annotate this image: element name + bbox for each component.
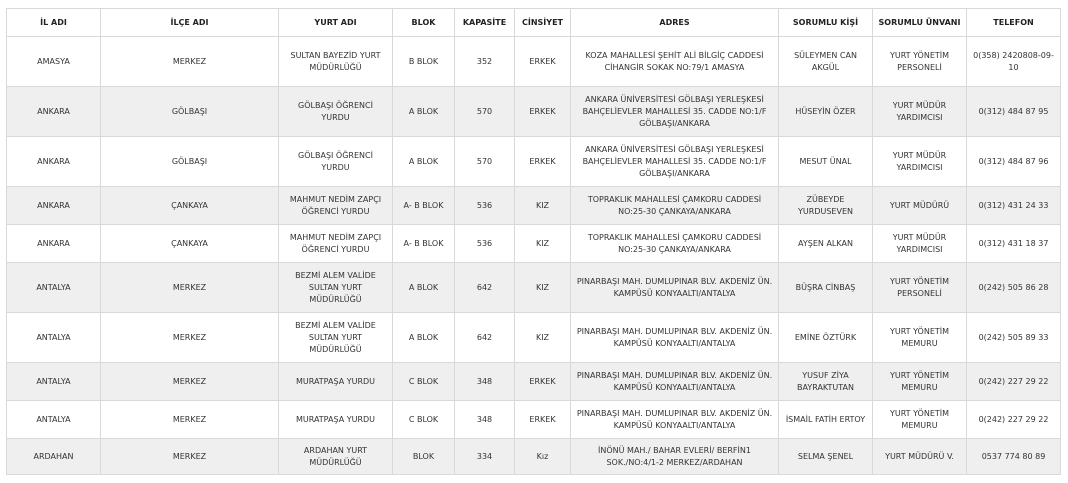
cell-blok: A BLOK	[393, 137, 455, 187]
cell-sorumlu-unvani: YURT YÖNETİM PERSONELİ	[873, 37, 967, 87]
cell-ilce-adi: MERKEZ	[101, 313, 279, 363]
dormitory-table-container	[6, 8, 1061, 475]
header-il-adi: İL ADI	[7, 9, 101, 37]
cell-blok: A BLOK	[393, 263, 455, 313]
cell-yurt-adi: ARDAHAN YURT MÜDÜRLÜĞÜ	[279, 439, 393, 475]
cell-il-adi: ARDAHAN	[7, 439, 101, 475]
table-row	[7, 439, 1061, 475]
cell-kapasite: 348	[455, 401, 515, 439]
header-blok: BLOK	[393, 9, 455, 37]
cell-ilce-adi: ÇANKAYA	[101, 225, 279, 263]
cell-blok: A- B BLOK	[393, 187, 455, 225]
cell-telefon: 0(312) 431 18 37	[967, 225, 1061, 263]
cell-ilce-adi: MERKEZ	[101, 401, 279, 439]
cell-telefon: 0(358) 2420808-09-10	[967, 37, 1061, 87]
cell-blok: C BLOK	[393, 363, 455, 401]
cell-cinsiyet: ERKEK	[515, 401, 571, 439]
cell-kapasite: 570	[455, 87, 515, 137]
table-row	[7, 225, 1061, 263]
cell-kapasite: 352	[455, 37, 515, 87]
cell-kapasite: 536	[455, 225, 515, 263]
header-yurt-adi: YURT ADI	[279, 9, 393, 37]
cell-kapasite: 642	[455, 263, 515, 313]
cell-cinsiyet: KIZ	[515, 187, 571, 225]
cell-telefon: 0(312) 484 87 95	[967, 87, 1061, 137]
cell-cinsiyet: KIZ	[515, 313, 571, 363]
cell-sorumlu-kisi: HÜSEYİN ÖZER	[779, 87, 873, 137]
cell-il-adi: ANKARA	[7, 137, 101, 187]
cell-adres: KOZA MAHALLESİ ŞEHİT ALİ BİLGİÇ CADDESİ CİHANGİR SOKAK NO:79/1 AMASYA	[571, 37, 779, 87]
cell-sorumlu-kisi: BÜŞRA CİNBAŞ	[779, 263, 873, 313]
cell-cinsiyet: Kız	[515, 439, 571, 475]
table-row	[7, 87, 1061, 137]
cell-telefon: 0(242) 505 89 33	[967, 313, 1061, 363]
header-telefon: TELEFON	[967, 9, 1061, 37]
cell-cinsiyet: ERKEK	[515, 363, 571, 401]
cell-telefon: 0(312) 431 24 33	[967, 187, 1061, 225]
cell-adres: TOPRAKLIK MAHALLESİ ÇAMKORU CADDESİ NO:25-30 ÇANKAYA/ANKARA	[571, 187, 779, 225]
cell-adres: TOPRAKLIK MAHALLESİ ÇAMKORU CADDESİ NO:25-30 ÇANKAYA/ANKARA	[571, 225, 779, 263]
cell-adres: ANKARA ÜNİVERSİTESİ GÖLBAŞI YERLEŞKESİ BAHÇELİEVLER MAHALLESİ 35. CADDE NO:1/F GÖLBAŞI/ANKARA	[571, 87, 779, 137]
cell-il-adi: ANKARA	[7, 87, 101, 137]
cell-il-adi: ANKARA	[7, 225, 101, 263]
cell-sorumlu-kisi: ZÜBEYDE YURDUSEVEN	[779, 187, 873, 225]
cell-il-adi: ANTALYA	[7, 313, 101, 363]
cell-adres: PINARBAŞI MAH. DUMLUPINAR BLV. AKDENİZ ÜN. KAMPÜSÜ KONYAALTI/ANTALYA	[571, 313, 779, 363]
header-cinsiyet: CİNSİYET	[515, 9, 571, 37]
cell-blok: B BLOK	[393, 37, 455, 87]
cell-cinsiyet: ERKEK	[515, 37, 571, 87]
cell-adres: PINARBAŞI MAH. DUMLUPINAR BLV. AKDENİZ ÜN. KAMPÜSÜ KONYAALTI/ANTALYA	[571, 363, 779, 401]
cell-telefon: 0(312) 484 87 96	[967, 137, 1061, 187]
cell-kapasite: 334	[455, 439, 515, 475]
table-header-row	[7, 9, 1061, 37]
cell-yurt-adi: GÖLBAŞI ÖĞRENCİ YURDU	[279, 137, 393, 187]
cell-sorumlu-unvani: YURT YÖNETİM MEMURU	[873, 363, 967, 401]
cell-telefon: 0537 774 80 89	[967, 439, 1061, 475]
cell-adres: PINARBAŞI MAH. DUMLUPINAR BLV. AKDENİZ ÜN. KAMPÜSÜ KONYAALTI/ANTALYA	[571, 263, 779, 313]
cell-cinsiyet: KIZ	[515, 263, 571, 313]
cell-sorumlu-kisi: AYŞEN ALKAN	[779, 225, 873, 263]
cell-telefon: 0(242) 505 86 28	[967, 263, 1061, 313]
cell-il-adi: AMASYA	[7, 37, 101, 87]
cell-cinsiyet: ERKEK	[515, 137, 571, 187]
cell-yurt-adi: GÖLBAŞI ÖĞRENCİ YURDU	[279, 87, 393, 137]
table-body	[7, 37, 1061, 475]
cell-sorumlu-unvani: YURT MÜDÜR YARDIMCISI	[873, 87, 967, 137]
cell-telefon: 0(242) 227 29 22	[967, 363, 1061, 401]
cell-cinsiyet: KIZ	[515, 225, 571, 263]
cell-sorumlu-unvani: YURT YÖNETİM MEMURU	[873, 313, 967, 363]
cell-ilce-adi: MERKEZ	[101, 263, 279, 313]
cell-ilce-adi: ÇANKAYA	[101, 187, 279, 225]
table-row	[7, 401, 1061, 439]
cell-blok: A BLOK	[393, 87, 455, 137]
table-row	[7, 263, 1061, 313]
cell-sorumlu-kisi: SÜLEYMEN CAN AKGÜL	[779, 37, 873, 87]
cell-blok: A BLOK	[393, 313, 455, 363]
header-adres: ADRES	[571, 9, 779, 37]
header-kapasite: KAPASİTE	[455, 9, 515, 37]
cell-ilce-adi: MERKEZ	[101, 363, 279, 401]
cell-blok: C BLOK	[393, 401, 455, 439]
cell-adres: PINARBAŞI MAH. DUMLUPINAR BLV. AKDENİZ ÜN. KAMPÜSÜ KONYAALTI/ANTALYA	[571, 401, 779, 439]
cell-sorumlu-unvani: YURT MÜDÜRÜ V.	[873, 439, 967, 475]
header-ilce-adi: İLÇE ADI	[101, 9, 279, 37]
cell-yurt-adi: MAHMUT NEDİM ZAPÇI ÖĞRENCİ YURDU	[279, 225, 393, 263]
cell-blok: BLOK	[393, 439, 455, 475]
cell-sorumlu-kisi: SELMA ŞENEL	[779, 439, 873, 475]
cell-kapasite: 642	[455, 313, 515, 363]
cell-sorumlu-kisi: EMİNE ÖZTÜRK	[779, 313, 873, 363]
cell-kapasite: 570	[455, 137, 515, 187]
cell-sorumlu-unvani: YURT MÜDÜR YARDIMCISI	[873, 225, 967, 263]
cell-yurt-adi: MURATPAŞA YURDU	[279, 363, 393, 401]
cell-yurt-adi: BEZMİ ALEM VALİDE SULTAN YURT MÜDÜRLÜĞÜ	[279, 263, 393, 313]
table-row	[7, 187, 1061, 225]
cell-sorumlu-unvani: YURT MÜDÜR YARDIMCISI	[873, 137, 967, 187]
cell-il-adi: ANTALYA	[7, 401, 101, 439]
cell-yurt-adi: SULTAN BAYEZİD YURT MÜDÜRLÜĞÜ	[279, 37, 393, 87]
cell-yurt-adi: MURATPAŞA YURDU	[279, 401, 393, 439]
table-row	[7, 313, 1061, 363]
cell-blok: A- B BLOK	[393, 225, 455, 263]
cell-kapasite: 348	[455, 363, 515, 401]
dormitory-table	[6, 8, 1061, 475]
cell-sorumlu-kisi: İSMAİL FATİH ERTOY	[779, 401, 873, 439]
cell-ilce-adi: MERKEZ	[101, 37, 279, 87]
cell-yurt-adi: MAHMUT NEDİM ZAPÇI ÖĞRENCİ YURDU	[279, 187, 393, 225]
cell-il-adi: ANTALYA	[7, 363, 101, 401]
cell-sorumlu-unvani: YURT YÖNETİM PERSONELİ	[873, 263, 967, 313]
cell-sorumlu-kisi: YUSUF ZİYA BAYRAKTUTAN	[779, 363, 873, 401]
cell-sorumlu-unvani: YURT MÜDÜRÜ	[873, 187, 967, 225]
table-row	[7, 137, 1061, 187]
cell-yurt-adi: BEZMİ ALEM VALİDE SULTAN YURT MÜDÜRLÜĞÜ	[279, 313, 393, 363]
cell-ilce-adi: GÖLBAŞI	[101, 87, 279, 137]
cell-telefon: 0(242) 227 29 22	[967, 401, 1061, 439]
table-row	[7, 37, 1061, 87]
cell-il-adi: ANTALYA	[7, 263, 101, 313]
cell-sorumlu-kisi: MESUT ÜNAL	[779, 137, 873, 187]
cell-adres: ANKARA ÜNİVERSİTESİ GÖLBAŞI YERLEŞKESİ BAHÇELİEVLER MAHALLESİ 35. CADDE NO:1/F GÖLBAŞI/ANKARA	[571, 137, 779, 187]
cell-il-adi: ANKARA	[7, 187, 101, 225]
cell-cinsiyet: ERKEK	[515, 87, 571, 137]
table-row	[7, 363, 1061, 401]
cell-ilce-adi: GÖLBAŞI	[101, 137, 279, 187]
cell-ilce-adi: MERKEZ	[101, 439, 279, 475]
cell-adres: İNÖNÜ MAH./ BAHAR EVLERİ/ BERFİN1 SOK./NO:4/1-2 MERKEZ/ARDAHAN	[571, 439, 779, 475]
header-sorumlu-unvani: SORUMLU ÜNVANI	[873, 9, 967, 37]
cell-sorumlu-unvani: YURT YÖNETİM MEMURU	[873, 401, 967, 439]
header-sorumlu-kisi: SORUMLU KİŞİ	[779, 9, 873, 37]
cell-kapasite: 536	[455, 187, 515, 225]
